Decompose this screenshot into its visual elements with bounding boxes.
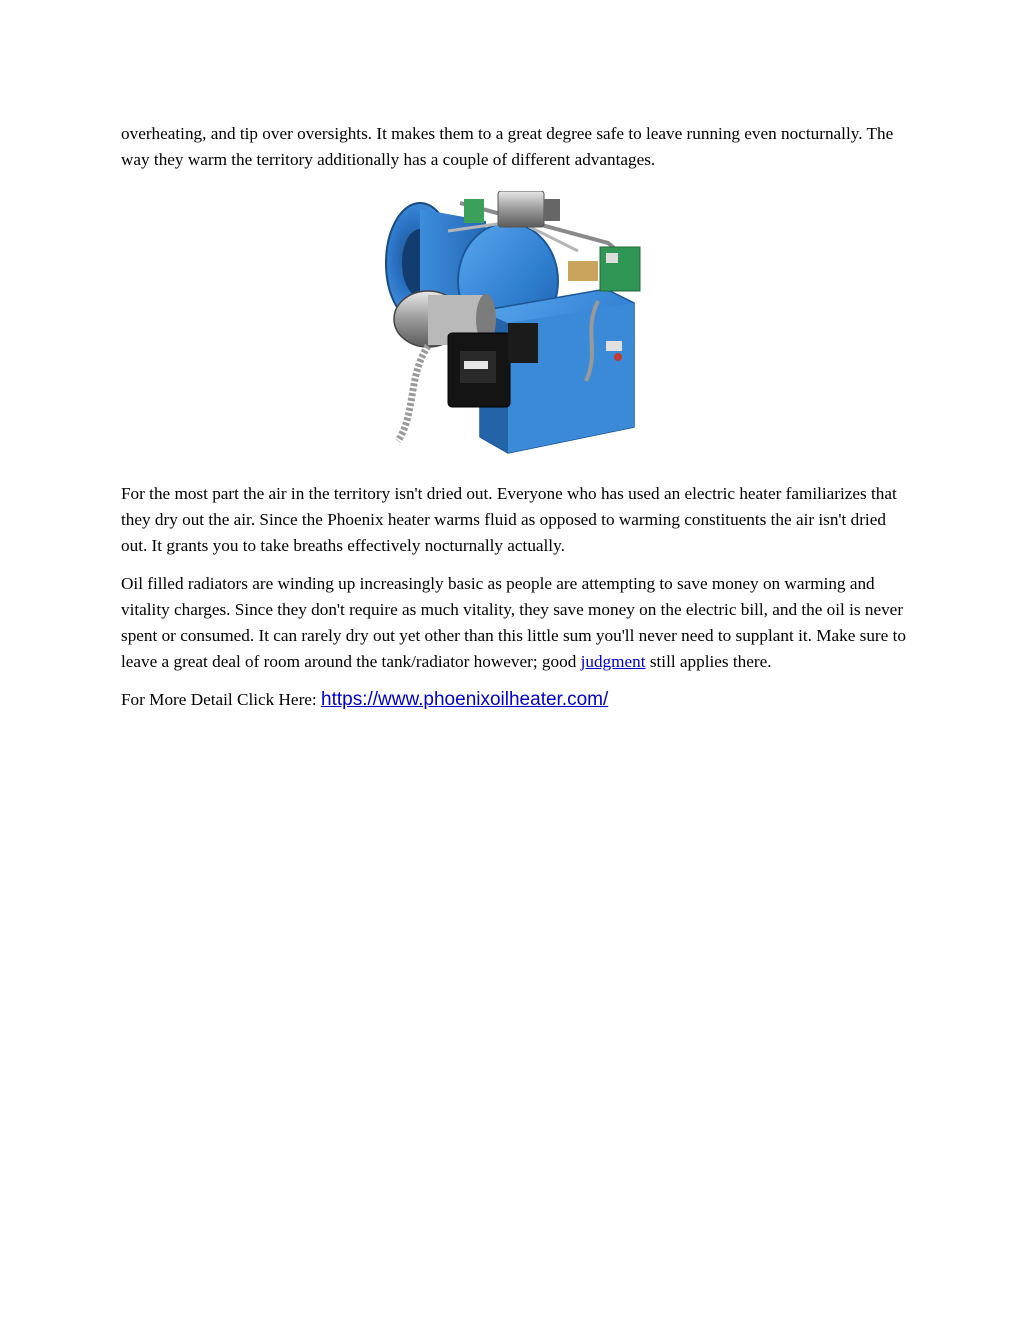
detail-label: For More Detail Click Here:	[121, 690, 317, 709]
judgment-link[interactable]: judgment	[580, 652, 646, 671]
paragraph-air: For the most part the air in the territory isn't dried out. Everyone who has used an electric heater familiarizes that they dry out the air. Since the Phoenix heater warms fluid as opposed to warming constituents the air isn't dried out. It grants you to take breaths effectively nocturnally actually.	[121, 484, 897, 555]
oil-burner-image	[368, 191, 668, 469]
phoenix-url-link[interactable]: https://www.phoenixoilheater.com/	[321, 689, 609, 710]
detail-line	[121, 687, 911, 713]
paragraph-oil-text-start: Oil filled radiators are winding up increasingly basic as people are attempting to save money on warming and vitality charges. Since they don't require as much vitality, they save money on the electric bill, and the oil is never spent or consumed. It can rarely dry out yet other than this little sum you'll never need to supplant it. Make sure to leave a great deal of room around the tank/radiator however; good	[121, 574, 906, 671]
paragraph-intro: overheating, and tip over oversights. It makes them to a great degree safe to leave running even nocturnally. The way they warm the territory additionally has a couple of different advantages.	[121, 124, 894, 169]
paragraph-oil-text-end: still applies there.	[649, 652, 772, 671]
paragraph-oil	[121, 571, 911, 675]
page-content	[121, 121, 911, 725]
oil-burner-illustration	[368, 191, 668, 469]
